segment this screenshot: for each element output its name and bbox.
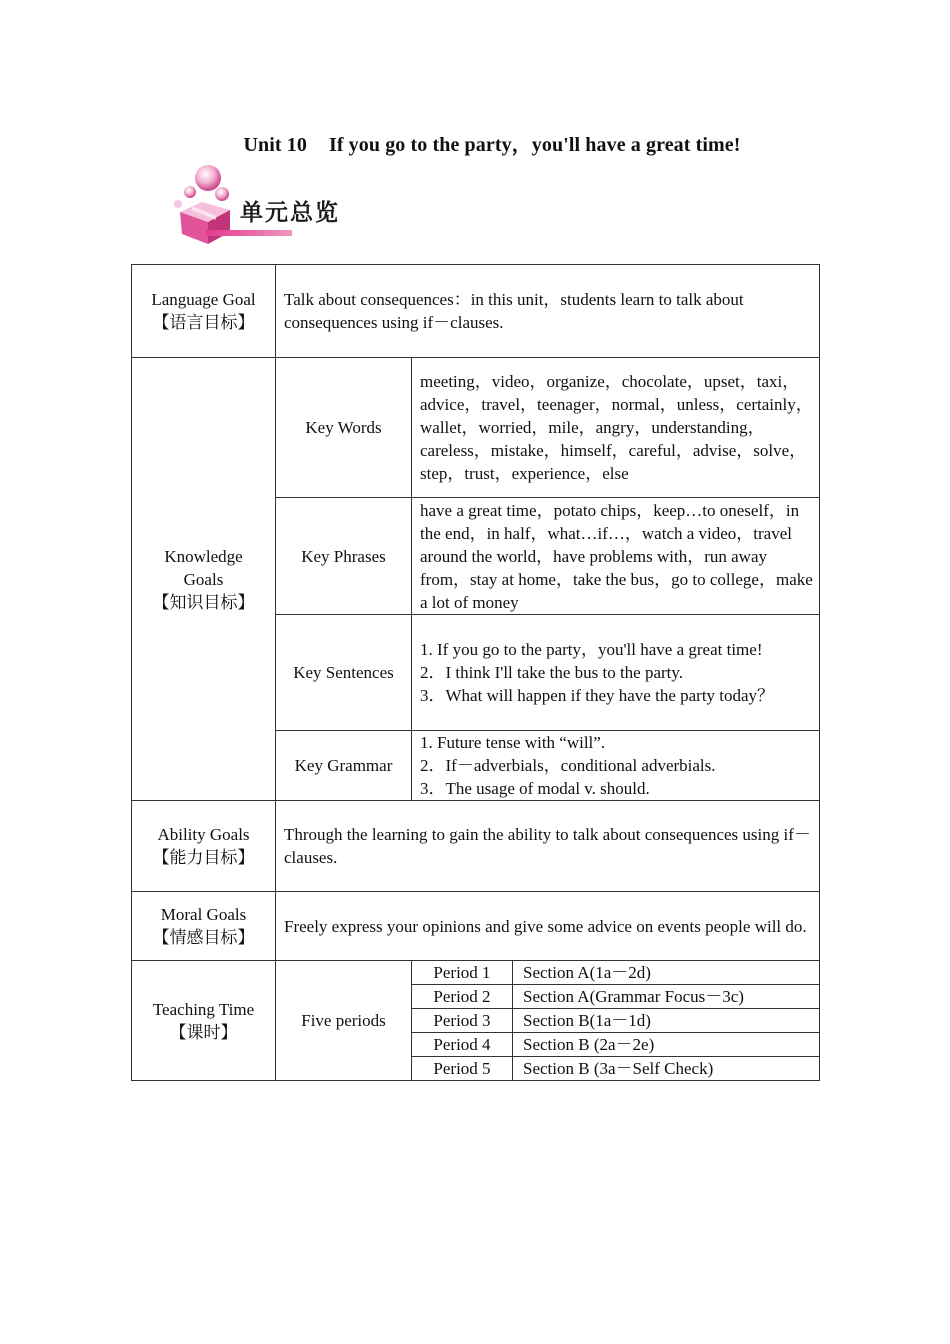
knowledge-goals-label-line1: Knowledge	[164, 546, 243, 566]
key-grammar-item: 2．If－adverbials，conditional adverbials.	[420, 756, 716, 775]
ability-goals-label-cn: 【能力目标】	[152, 848, 255, 867]
page-title	[0, 128, 950, 157]
period-section: Section B (2a－2e)	[513, 1033, 820, 1057]
period-section: Section B (3a－Self Check)	[513, 1057, 820, 1081]
language-goal-content: Talk about consequences：in this unit，students learn to talk about consequences using if－clauses.	[276, 265, 820, 358]
moral-goals-content: Freely express your opinions and give some advice on events people will do.	[276, 892, 820, 961]
teaching-time-label: Teaching Time	[152, 999, 255, 1019]
key-grammar-content	[412, 731, 820, 801]
moral-goals-row	[132, 892, 820, 961]
key-sentence-item: 3．What will happen if they have the party today？	[420, 686, 775, 705]
period-label: Period 4	[412, 1033, 513, 1057]
ability-goals-label-cell	[132, 801, 276, 892]
period-label: Period 3	[412, 1009, 513, 1033]
language-goal-label: Language Goal	[151, 290, 256, 309]
period-label: Period 5	[412, 1057, 513, 1081]
knowledge-goals-label-line2: Goals	[183, 569, 224, 589]
period-section: Section B(1a－1d)	[513, 1009, 820, 1033]
key-words-content: meeting，video，organize，chocolate，upset，taxi，advice，travel，teenager，normal，unless，certainly，wallet，worried，mile，angry，understanding，careless，mistake，himself，careful，advise，solve，step，trust，experience，else	[412, 358, 820, 498]
unit-overview-table	[131, 264, 820, 1081]
key-grammar-item: 3．The usage of modal v. should.	[420, 779, 650, 798]
language-goal-label-cn: 【语言目标】	[152, 313, 255, 332]
period-section: Section A(1a－2d)	[513, 961, 820, 985]
unit-title: If you go to the party，you'll have a great time!	[328, 134, 741, 156]
unit-number: Unit 10	[243, 134, 307, 156]
language-goal-label-cell	[132, 265, 276, 358]
moral-goals-label: Moral Goals	[160, 905, 247, 924]
ability-goals-label: Ability Goals	[157, 825, 250, 844]
key-phrases-content: have a great time，potato chips，keep…to oneself，in the end，in half，what…if…，watch a video，travel around the world，have problems with，run away from，stay at home，take the bus，go to college，make a lot of money	[412, 498, 820, 615]
moral-goals-label-cell	[132, 892, 276, 961]
ability-goals-row	[132, 801, 820, 892]
key-grammar-label: Key Grammar	[276, 731, 412, 801]
language-goal-row	[132, 265, 820, 358]
key-grammar-item: 1. Future tense with “will”.	[420, 733, 606, 752]
knowledge-goals-label-cn: 【知识目标】	[152, 592, 255, 612]
key-sentences-content	[412, 615, 820, 731]
banner-title: 单元总览	[240, 200, 340, 226]
period-label: Period 2	[412, 985, 513, 1009]
moral-goals-label-cn: 【情感目标】	[152, 928, 255, 947]
key-phrases-label: Key Phrases	[276, 498, 412, 615]
teaching-time-summary: Five periods	[276, 961, 412, 1081]
section-banner	[172, 164, 367, 248]
period-section: Section A(Grammar Focus－3c)	[513, 985, 820, 1009]
teaching-time-label-cell	[132, 961, 276, 1081]
period-label: Period 1	[412, 961, 513, 985]
key-sentence-item: 2．I think I'll take the bus to the party.	[420, 663, 684, 682]
key-words-label: Key Words	[276, 358, 412, 498]
teaching-time-label-cn: 【课时】	[169, 1022, 238, 1042]
key-sentence-item: 1. If you go to the party，you'll have a great time!	[420, 640, 763, 659]
key-sentences-label: Key Sentences	[276, 615, 412, 731]
ability-goals-content: Through the learning to gain the ability to talk about consequences using if－clauses.	[276, 801, 820, 892]
period-row	[132, 961, 820, 985]
knowledge-goals-label-cell	[132, 358, 276, 801]
key-words-row	[132, 358, 820, 498]
